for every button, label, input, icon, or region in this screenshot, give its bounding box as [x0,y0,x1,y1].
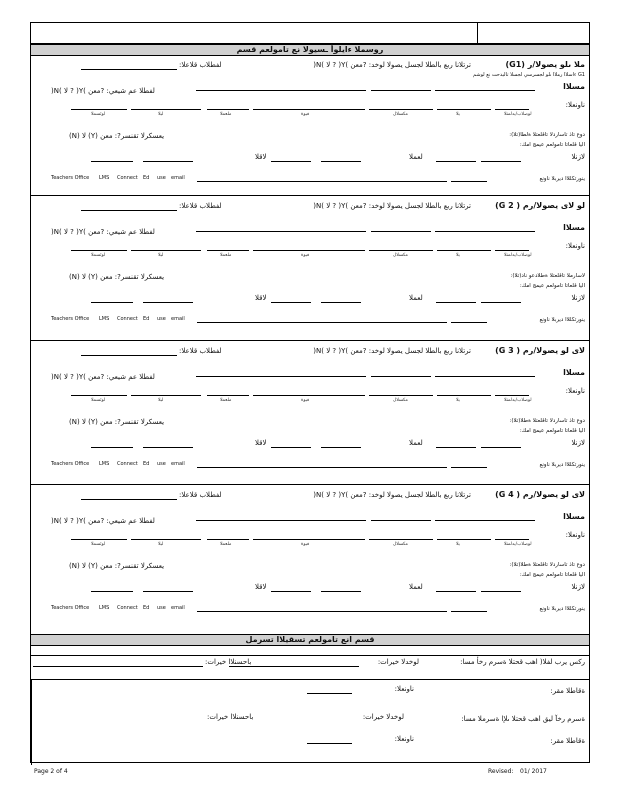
address-sub-label: مكسلال [393,112,408,117]
last-school-label: ةسرم رخآ ليق اهب قحتلا ىلإا ةسرملا مسا: [461,715,585,723]
work-field-5[interactable] [143,161,193,162]
email-field[interactable] [197,467,447,468]
lives-with-field[interactable] [196,90,366,91]
work-field-3[interactable] [321,447,361,448]
address-field-5[interactable] [207,250,249,251]
address-field-4[interactable] [253,539,365,540]
address-sub-label: ليلا [158,542,164,547]
address-sub-label: ليلا [158,398,164,403]
revised-label: Revised: [488,768,514,775]
address-sub-label: ملعملا [220,112,232,117]
lives-with-label: لفطلا عم شيعي: ?معن )Y( ? لا )N( [51,373,155,381]
extra-address-label: لاسارملا تاقلعتلا ةطلادعو ناد(تلا): [510,273,585,279]
email-part: use [157,605,166,611]
email-prefix: Teachers Office [51,605,90,611]
address-sub-label: فيوة [301,542,310,547]
top-bar [31,23,589,44]
address-sub-label: يلا [456,253,460,258]
name-hint: G1 ءاسلاا رملاا ىلو لجسرسي لجسلا تاليدحت نع لوشم [473,72,585,78]
work-field-1[interactable] [481,591,521,592]
address-label: ناونعلا: [565,242,585,250]
address-sub-label: فيوة [301,398,310,403]
address-label-1: ناونعلا: [394,685,414,693]
email-part: use [157,461,166,467]
relationship-field[interactable] [81,355,177,356]
email-prefix: Teachers Office [51,175,90,181]
address-field-1[interactable] [495,539,529,540]
address-field-1[interactable] [495,109,529,110]
work-field-2[interactable] [436,591,476,592]
guardian-divider [31,195,589,196]
email-part: LMS [99,605,110,611]
address-field-1[interactable] [495,395,529,396]
entry-date-label-2: لوخدلا خيرات: [362,713,404,721]
name-field-1[interactable] [435,520,535,521]
emergency-label: اليا قلعاتا تامولعم عيمج امك: [519,283,585,289]
work-field-3[interactable] [321,161,361,162]
email-part: email [171,605,185,611]
email-label: ينورتكللاا ديربلا ناونع [539,317,585,323]
military-label: يعسكرلا تقنسر?: معن (Y) لا (N) [69,418,165,426]
page-number: Page 2 of 4 [34,768,68,775]
guardian-divider [31,340,589,341]
address-sub-label: لوصلاب/يدلمتلا [504,112,532,117]
address-field-3[interactable] [369,395,433,396]
address-field-7[interactable] [71,109,127,110]
address-field-6[interactable] [131,250,201,251]
name-field-1[interactable] [435,231,535,232]
portal-access-label: ترتلانا ربع بالطلا لجسل يصولا لوخد: ?معن )Y( ? لا )N( [313,202,471,210]
address-field-1[interactable] [307,693,352,694]
email-part: Connect [117,175,138,181]
email-prefix: Teachers Office [51,316,90,322]
email-label: ينورتكللاا ديربلا ناونع [539,606,585,612]
prev-school-label: ركس يرب لفلا( اهب قحتلا ةسرم رخأ مسا: [460,658,585,666]
work-field-6[interactable] [91,591,133,592]
work-field-5[interactable] [143,591,193,592]
lives-with-field[interactable] [196,520,366,521]
email-part: email [171,461,185,467]
email-field-2[interactable] [451,611,487,612]
relationship-label: لفطلاب قلاعلا: [179,61,222,69]
extra-address-label: دوع تاذ تاساردلا تاقلعتلا ةلطا(تلا): [509,132,585,138]
work-field-1[interactable] [481,302,521,303]
address-field-4[interactable] [253,395,365,396]
guardian-divider [31,484,589,485]
address-label: ناونعلا: [565,101,585,109]
email-part: use [157,175,166,181]
withdraw-date-field[interactable] [33,666,203,667]
email-field-2[interactable] [451,467,487,468]
work-field-3[interactable] [321,591,361,592]
email-part: Connect [117,605,138,611]
relationship-field[interactable] [81,499,177,500]
work-field-3[interactable] [321,302,361,303]
entry-date-label: لوخدلا خيرات: [377,658,419,666]
address-sub-label: ليلا [158,253,164,258]
name-field-2[interactable] [371,520,431,521]
work-field-5[interactable] [143,447,193,448]
address-sub-label: ملعملا [220,398,232,403]
address-field-2[interactable] [437,539,491,540]
work-label: لازنلا [571,583,585,591]
mid-label-mobile: لاقلا [255,439,267,447]
address-label: ناونعلا: [565,531,585,539]
email-label: ينورتكللاا ديربلا ناونع [539,176,585,182]
card-number-label: ةقاطلا مقر: [550,687,585,695]
email-part: LMS [99,461,110,467]
work-field-4[interactable] [271,302,311,303]
address-sub-label: فيوة [301,112,310,117]
guardian-title: لو لاى يصولا/رم ( G 2) [495,201,585,210]
military-label: يعسكرلا تقنسر?: معن (Y) لا (N) [69,273,165,281]
address-label: ناونعلا: [565,387,585,395]
work-field-6[interactable] [91,161,133,162]
address-field-2[interactable] [307,743,352,744]
lives-with-label: لفطلا عم شيعي: ?معن )Y( ? لا )N( [51,228,155,236]
section-header: روسملا ءايلوأ ـسيولا نع تامولعم قسم [31,44,589,56]
portal-access-label: ترتلانا ربع بالطلا لجسل يصولا لوخد: ?معن )Y( ? لا )N( [313,491,471,499]
mid-label-mobile: لاقلا [255,153,267,161]
address-field-6[interactable] [131,539,201,540]
work-field-2[interactable] [436,302,476,303]
work-field-5[interactable] [143,302,193,303]
address-sub-label: لوئسملا [91,253,106,258]
address-sub-label: فيوة [301,253,310,258]
email-field-2[interactable] [451,322,487,323]
emergency-label: اليا قلعاتا تامولعم عيمج امك: [519,572,585,578]
extra-address-label: دوع تاذ تاساردلا تاقلعتلا ةطلا(تلا): [509,418,585,424]
withdraw-date-label-2: باحسنلاا خيرات: [207,713,254,721]
email-field[interactable] [197,181,447,182]
address-label-2: ناونعلا: [394,735,414,743]
lives-with-field[interactable] [196,231,366,232]
address-sub-label: مكسلال [393,542,408,547]
address-field-6[interactable] [131,395,201,396]
work-field-4[interactable] [271,591,311,592]
mid-label-work: لعملا [409,153,423,161]
address-field-5[interactable] [207,539,249,540]
address-field-6[interactable] [131,109,201,110]
address-sub-label: لوصلاب/يدلمتلا [504,398,532,403]
emergency-label: اليا قلعاتا تامولعم عيمج امك: [519,428,585,434]
address-sub-label: يلا [456,398,460,403]
address-field-5[interactable] [207,395,249,396]
emergency-label: اليا قلعاتا تامولعم عيمج امك: [519,142,585,148]
address-sub-label: مكسلال [393,253,408,258]
mid-label-work: لعملا [409,294,423,302]
address-field-1[interactable] [495,250,529,251]
address-sub-label: يلا [456,112,460,117]
address-field-3[interactable] [369,109,433,110]
work-field-2[interactable] [436,447,476,448]
relationship-label: لفطلاب قلاعلا: [179,202,222,210]
email-field[interactable] [197,611,447,612]
guardian-title: لاى لو يصولا/رم ( G 3) [495,346,585,355]
address-field-7[interactable] [71,395,127,396]
address-field-4[interactable] [253,250,365,251]
revised-value: 01/ 2017 [520,768,547,775]
address-field-7[interactable] [71,539,127,540]
work-field-1[interactable] [481,447,521,448]
bottom-section-header: قسم انع تامولعم تسقيلاا تسرمل [31,634,589,646]
email-part: Connect [117,461,138,467]
email-field-2[interactable] [451,181,487,182]
address-field-2[interactable] [437,250,491,251]
email-part: use [157,316,166,322]
name-field-2[interactable] [371,376,431,377]
address-sub-label: ليلا [158,112,164,117]
name-field-2[interactable] [371,231,431,232]
lives-with-label: لفطلا عم شيعي: ?معن )Y( ? لا )N( [51,87,155,95]
name-field-1[interactable] [435,376,535,377]
email-part: LMS [99,316,110,322]
email-part: Ed [143,316,150,322]
guardian-title: لاى لو يصولا/رم ( G 4) [495,490,585,499]
address-sub-label: لوصلاب/يدلمتلا [504,253,532,258]
name-label: مسلاا [563,82,585,91]
withdraw-date-label: باحسنلاا خيرات: [205,658,252,666]
military-label: يعسكرلا تقنسر?: معن (Y) لا (N) [69,132,165,140]
card-number-label-2: ةقاطلا مقر: [550,737,585,745]
email-prefix: Teachers Office [51,461,90,467]
address-sub-label: ملعملا [220,253,232,258]
work-field-6[interactable] [91,447,133,448]
work-field-4[interactable] [271,161,311,162]
portal-access-label: ترتلانا ربع بالطلا لجسل يصولا لوخد: ?معن )Y( ? لا )N( [313,61,471,69]
address-field-3[interactable] [369,539,433,540]
name-field-1[interactable] [435,90,535,91]
lives-with-label: لفطلا عم شيعي: ?معن )Y( ? لا )N( [51,517,155,525]
work-field-4[interactable] [271,447,311,448]
address-sub-label: لوصلاب/يدلمتلا [504,542,532,547]
relationship-field[interactable] [81,69,177,70]
lives-with-field[interactable] [196,376,366,377]
email-field[interactable] [197,322,447,323]
mid-label-work: لعملا [409,439,423,447]
address-field-7[interactable] [71,250,127,251]
email-part: LMS [99,175,110,181]
address-field-2[interactable] [437,395,491,396]
work-label: لازنلا [571,294,585,302]
email-part: Ed [143,605,150,611]
address-sub-label: مكسلال [393,398,408,403]
address-sub-label: لوئسملا [91,398,106,403]
email-label: ينورتكللاا ديربلا ناونع [539,462,585,468]
military-label: يعسكرلا تقنسر?: معن (Y) لا (N) [69,562,165,570]
work-field-2[interactable] [436,161,476,162]
guardian-title: ملا ىلو يصولا/ر (G1) [505,60,585,69]
form-page [30,22,590,763]
email-part: email [171,316,185,322]
mid-label-work: لعملا [409,583,423,591]
name-field-2[interactable] [371,90,431,91]
top-bar-cell [477,23,589,43]
mid-label-mobile: لاقلا [255,583,267,591]
email-part: Ed [143,175,150,181]
address-field-4[interactable] [253,109,365,110]
work-field-6[interactable] [91,302,133,303]
name-label: مسلاا [563,368,585,377]
mid-label-mobile: لاقلا [255,294,267,302]
address-field-5[interactable] [207,109,249,110]
address-field-2[interactable] [437,109,491,110]
email-part: Connect [117,316,138,322]
relationship-label: لفطلاب قلاعلا: [179,347,222,355]
address-sub-label: لوئسملا [91,112,106,117]
relationship-label: لفطلاب قلاعلا: [179,491,222,499]
address-sub-label: لوئسملا [91,542,106,547]
portal-access-label: ترتلانا ربع بالطلا لجسل يصولا لوخد: ?معن )Y( ? لا )N( [313,347,471,355]
address-sub-label: يلا [456,542,460,547]
relationship-field[interactable] [81,210,177,211]
work-label: لازنلا [571,439,585,447]
address-sub-label: ملعملا [220,542,232,547]
email-part: Ed [143,461,150,467]
name-label: مسلاا [563,512,585,521]
extra-address-label: دوع تاذ تاساردلا تاقلعتلا ةطلا(تلا): [509,562,585,568]
address-field-3[interactable] [369,250,433,251]
name-label: مسلاا [563,223,585,232]
email-part: email [171,175,185,181]
work-label: لازنلا [571,153,585,161]
work-field-1[interactable] [481,161,521,162]
